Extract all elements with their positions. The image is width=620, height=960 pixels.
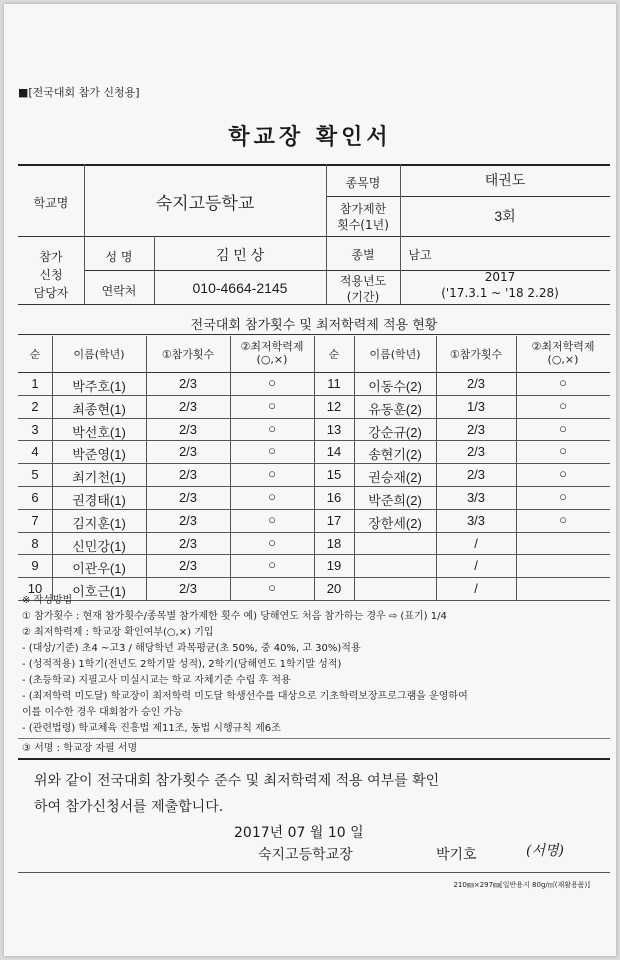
row-number: 9 [31,558,39,574]
rule [18,872,610,873]
row-number: 5 [31,467,39,483]
player-name: 송현기(2) [368,447,422,463]
section-title: 전국대회 참가횟수 및 최저학력제 적용 현황 [190,318,438,333]
player-name: 박준희(2) [368,493,422,508]
academic-mark: ○ [268,443,276,459]
row-number: 12 [326,398,342,414]
academic-mark: ○ [268,534,276,550]
row-number: 11 [327,376,341,391]
player-name: 김지훈(1) [72,515,126,531]
year-label-1: 적용년도 [339,274,387,288]
col-header: 이름(학년) [73,348,125,361]
col-header: ②최저학력제 [531,340,595,353]
year-value: 2017 [484,270,516,284]
academic-mark: ○ [268,489,276,504]
participation-count: 2/3 [178,535,198,551]
staff-label-1: 참가 [39,250,63,264]
player-name: 박주호(1) [72,379,126,394]
participation-count: 2/3 [178,581,198,597]
academic-mark: ○ [268,511,276,527]
rule [326,196,610,197]
note-line: - (최저학력 미도달) 학교장이 최저학력 미도달 학생선수를 대상으로 기초학력보장프로그램을 운영하여 [22,691,468,702]
name-label: 성 명 [105,250,133,264]
document-page [4,4,616,956]
row-number: 16 [326,490,342,505]
player-name: 이관우(1) [72,561,126,577]
participation-count: / [474,581,478,597]
player-name: 권승재(2) [368,470,422,486]
row-number: 1 [31,376,39,391]
header-tag: ■[전국대회 참가 신청용] [18,86,140,99]
year-label-2: (기간) [346,290,380,304]
limit-label-2: 횟수(1년) [337,218,389,232]
participation-count: 2/3 [466,376,486,391]
note-line: ③ 서명 : 학교장 자필 서명 [22,743,138,754]
paper-spec: 210㎜×297㎜[일반용지 80g/㎡(재활용품)] [453,881,590,889]
academic-mark: ○ [559,397,567,413]
contact-value: 010-4664-2145 [192,280,288,296]
col-header: 순 [328,348,340,361]
academic-mark: ○ [559,375,567,390]
row-number: 2 [31,398,39,414]
rule [18,164,610,166]
academic-mark: ○ [268,466,276,482]
player-name: 권경태(1) [72,493,126,508]
player-name: 최종현(1) [72,401,126,417]
signature-mark: (서명) [526,843,564,859]
academic-mark: ○ [559,489,567,504]
row-number: 10 [27,581,43,597]
note-line: - (관련법령) 학교체육 진흥법 제11조, 동법 시행규칙 제6조 [22,723,281,734]
participation-count: 3/3 [466,490,486,505]
sport-value: 태권도 [484,172,526,188]
player-name: 박선호(1) [72,424,126,440]
col-header: 이름(학년) [369,348,421,361]
participation-count: 2/3 [178,398,198,414]
player-name: 박준영(1) [72,447,126,463]
academic-mark: ○ [268,580,276,596]
note-line: - (대상/기준) 초4 ~고3 / 해당학년 과목평균(초 50%, 중 40%, 고 30%)적용 [22,643,361,654]
rule [18,236,610,237]
note-line: ① 참가횟수 : 현재 참가횟수/종목별 참가제한 횟수 예) 당해연도 처음 참가하는 경우 ⇨ (표기) 1/4 [22,611,447,622]
row-number: 3 [31,421,39,437]
rule [18,304,610,305]
row-number: 20 [326,581,342,597]
row-number: 6 [31,490,39,505]
academic-mark: ○ [268,375,276,390]
participation-count: 3/3 [466,512,486,528]
limit-value: 3회 [494,208,516,224]
rule [18,738,610,739]
participation-count: 2/3 [178,376,198,391]
participation-count: 2/3 [466,444,486,460]
player-name: 장한세(2) [368,515,422,531]
col-header: (○,×) [547,353,579,366]
academic-mark: ○ [268,557,276,573]
staff-label-2: 신청 [39,268,63,282]
academic-mark: ○ [559,511,567,527]
gender-label: 종별 [351,248,375,262]
row-number: 17 [326,512,342,528]
note-line: 이를 이수한 경우 대회참가 승인 가능 [22,707,183,718]
row-number: 8 [31,535,39,551]
academic-mark: ○ [268,397,276,413]
gender-value: 남고 [408,248,432,262]
rule [18,334,610,335]
row-number: 7 [31,512,39,528]
participation-count: 2/3 [178,558,198,574]
note-line: - (성적적용) 1학기(전년도 2학기말 성적), 2학기(당해연도 1학기말 성적) [22,659,342,670]
school-value: 숙지고등학교 [155,194,255,214]
col-header: (○,×) [256,353,288,366]
staff-label-3: 담당자 [33,286,69,300]
participation-count: / [474,535,478,551]
player-name: 이호근(1) [72,584,126,600]
participation-count: 2/3 [178,467,198,483]
participation-count: / [474,558,478,574]
row-number: 13 [326,421,342,437]
col-header: ①참가횟수 [161,348,215,361]
academic-mark: ○ [559,443,567,459]
row-number: 18 [326,535,342,551]
participation-count: 2/3 [466,421,486,437]
participation-count: 1/3 [466,398,486,414]
player-name: 이동수(2) [368,379,422,394]
name-value: 김 민 상 [215,247,265,263]
player-name: 유동훈(2) [368,401,422,417]
participation-count: 2/3 [178,421,198,437]
notes-heading: ※ 작성방법 [22,595,73,606]
col-header: ①참가횟수 [449,348,503,361]
academic-mark: ○ [268,420,276,436]
academic-mark: ○ [559,420,567,436]
col-header: ②최저학력제 [240,340,304,353]
row-number: 19 [326,558,342,574]
school-label: 학교명 [33,196,69,210]
rule [18,758,610,760]
declaration-line-2: 하여 참가신청서를 제출합니다. [34,799,224,815]
signer-name: 박기호 [436,847,477,863]
limit-label-1: 참가제한 [339,202,387,216]
player-name: 최기천(1) [72,470,126,486]
player-name: 강순규(2) [368,424,422,440]
row-number: 15 [326,467,342,483]
page-title: 학교장 확인서 [228,125,392,150]
sport-label: 종목명 [345,176,381,190]
participation-count: 2/3 [466,467,486,483]
note-line: ② 최저학력제 : 학교장 확인여부(○,×) 기입 [22,627,214,638]
declaration-date: 2017년 07 월 10 일 [234,825,364,841]
participation-count: 2/3 [178,512,198,528]
period-value: ('17.3.1 ~ '18 2.28) [441,286,559,300]
col-header: 순 [29,348,41,361]
row-number: 14 [326,444,342,460]
contact-label: 연락처 [101,284,137,298]
note-line: - (초등학교) 지필고사 미실시교는 학교 자체기준 수립 후 적용 [22,675,291,686]
academic-mark: ○ [559,466,567,482]
row-number: 4 [31,444,39,460]
declaration-line-1: 위와 같이 전국대회 참가횟수 준수 및 최저학력제 적용 여부를 확인 [34,773,440,789]
player-name: 신민강(1) [72,538,126,554]
participation-count: 2/3 [178,444,198,460]
signer-title: 숙지고등학교장 [258,847,353,863]
participation-count: 2/3 [178,490,198,505]
